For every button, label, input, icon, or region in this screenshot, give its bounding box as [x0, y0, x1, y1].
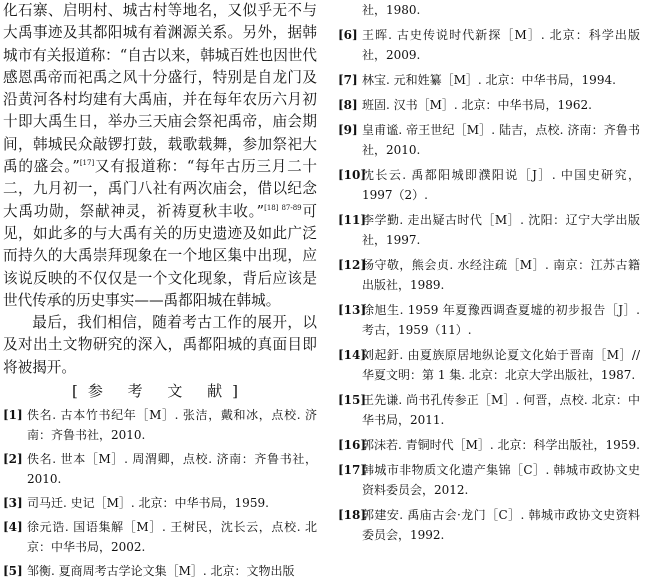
reference-item: [14] 刘起釪. 由夏族原居地纵论夏文化始于晋南［M］// 华夏文明：第 1 集. 北京：北京大学出版社，1987.: [338, 348, 640, 382]
reference-item: [13] 徐旭生. 1959 年夏豫西调查夏墟的初步报告［J］. 考古，1959（11）.: [338, 303, 640, 337]
body-text: [3, 0, 317, 379]
reference-item: [16] 郭沫若. 青铜时代［M］. 北京：科学出版社，1959.: [338, 438, 640, 452]
reference-item: [10] 沈长云. 禹都阳城即濮阳说［J］. 中国史研究，1997（2）.: [338, 168, 640, 202]
paragraph-2: 最后，我们相信，随着考古工作的展开，以及对出土文物研究的深入，禹都阳城的真面目即将被揭开。: [3, 314, 317, 376]
reference-item: [17] 韩城市非物质文化遗产集锦［C］. 韩城市政协文史资料委员会，2012.: [338, 463, 640, 497]
left-column: [3, 0, 317, 585]
right-column: [338, 0, 640, 550]
references-heading: [参 考 文 献]: [71, 382, 248, 401]
reference-item: [4] 徐元诰. 国语集解［M］. 王树民，沈长云，点校. 北京：中华书局，2002.: [3, 520, 317, 555]
reference-item: [15] 王先谦. 尚书孔传参正［M］. 何晋，点校. 北京：中华书局，2011.: [338, 393, 640, 427]
reference-item: [7] 林宝. 元和姓纂［M］. 北京：中华书局，1994.: [338, 73, 616, 87]
references-list-left: [3, 405, 317, 581]
reference-item: [5] 邹衡. 夏商周考古学论文集［M］. 北京：文物出版: [3, 564, 295, 579]
citation-17: [17]: [79, 159, 95, 168]
reference-item-continued: 社，1980.: [362, 3, 421, 17]
reference-item: [1] 佚名. 古本竹书纪年［M］. 张洁，戴和冰，点校. 济南：齐鲁书社，2010.: [3, 408, 317, 443]
paragraph-1: 化石寨、启明村、城古村等地名，又似乎无不与大禹事迹及其都阳城有着渊源关系。另外，据韩城市有关报道称：“自古以来，韩城百姓也因世代感恩禹帝而祀禹之风十分盛行，特别是自龙门及沿黄河各村均建有大禹庙，并在每年农历六月初十即大禹生日，举办三天庙会祭祀禹帝，庙会期间，韩城民众敲锣打鼓，载歌载舞，参加祭祀大禹的盛会。”[17]又有报道称：“每年古历三月二十二，九月初一，禹门八社有两次庙会，借以纪念大禹功勋，祭献神灵，祈祷夏秋丰收。”$^{[18] 87-89}$可见，如此多的与大禹有关的历史遗迹及如此广泛而持久的大禹崇拜现象在一个地区集中出现，应该说反映的不仅仅是一个文化现象，背后应该是世代传承的历史事实——禹都阳城在韩城。: [3, 2, 317, 309]
reference-item: [18] 郭建安. 禹庙古会·龙门［C］. 韩城市政协文史资料委员会，1992.: [338, 508, 640, 542]
references-list-right: [338, 0, 640, 545]
citation-18: [18] 87-89: [264, 203, 302, 212]
reference-item: [11] 李学勤. 走出疑古时代［M］. 沈阳：辽宁大学出版社，1997.: [338, 213, 640, 247]
reference-item: [9] 皇甫谧. 帝王世纪［M］. 陆吉，点校. 济南：齐鲁书社，2010.: [338, 123, 640, 157]
reference-item: [12] 杨守敬，熊会贞. 水经注疏［M］. 南京：江苏古籍出版社，1989.: [338, 258, 640, 292]
reference-item: [2] 佚名. 世本［M］. 周渭卿，点校. 济南：齐鲁书社，2010.: [3, 452, 317, 487]
reference-item: [8] 班固. 汉书［M］. 北京：中华书局，1962.: [338, 98, 592, 112]
reference-item: [3] 司马迁. 史记［M］. 北京：中华书局，1959.: [3, 496, 269, 511]
reference-item: [6] 王晖. 古史传说时代新探［M］. 北京：科学出版社，2009.: [338, 28, 640, 62]
